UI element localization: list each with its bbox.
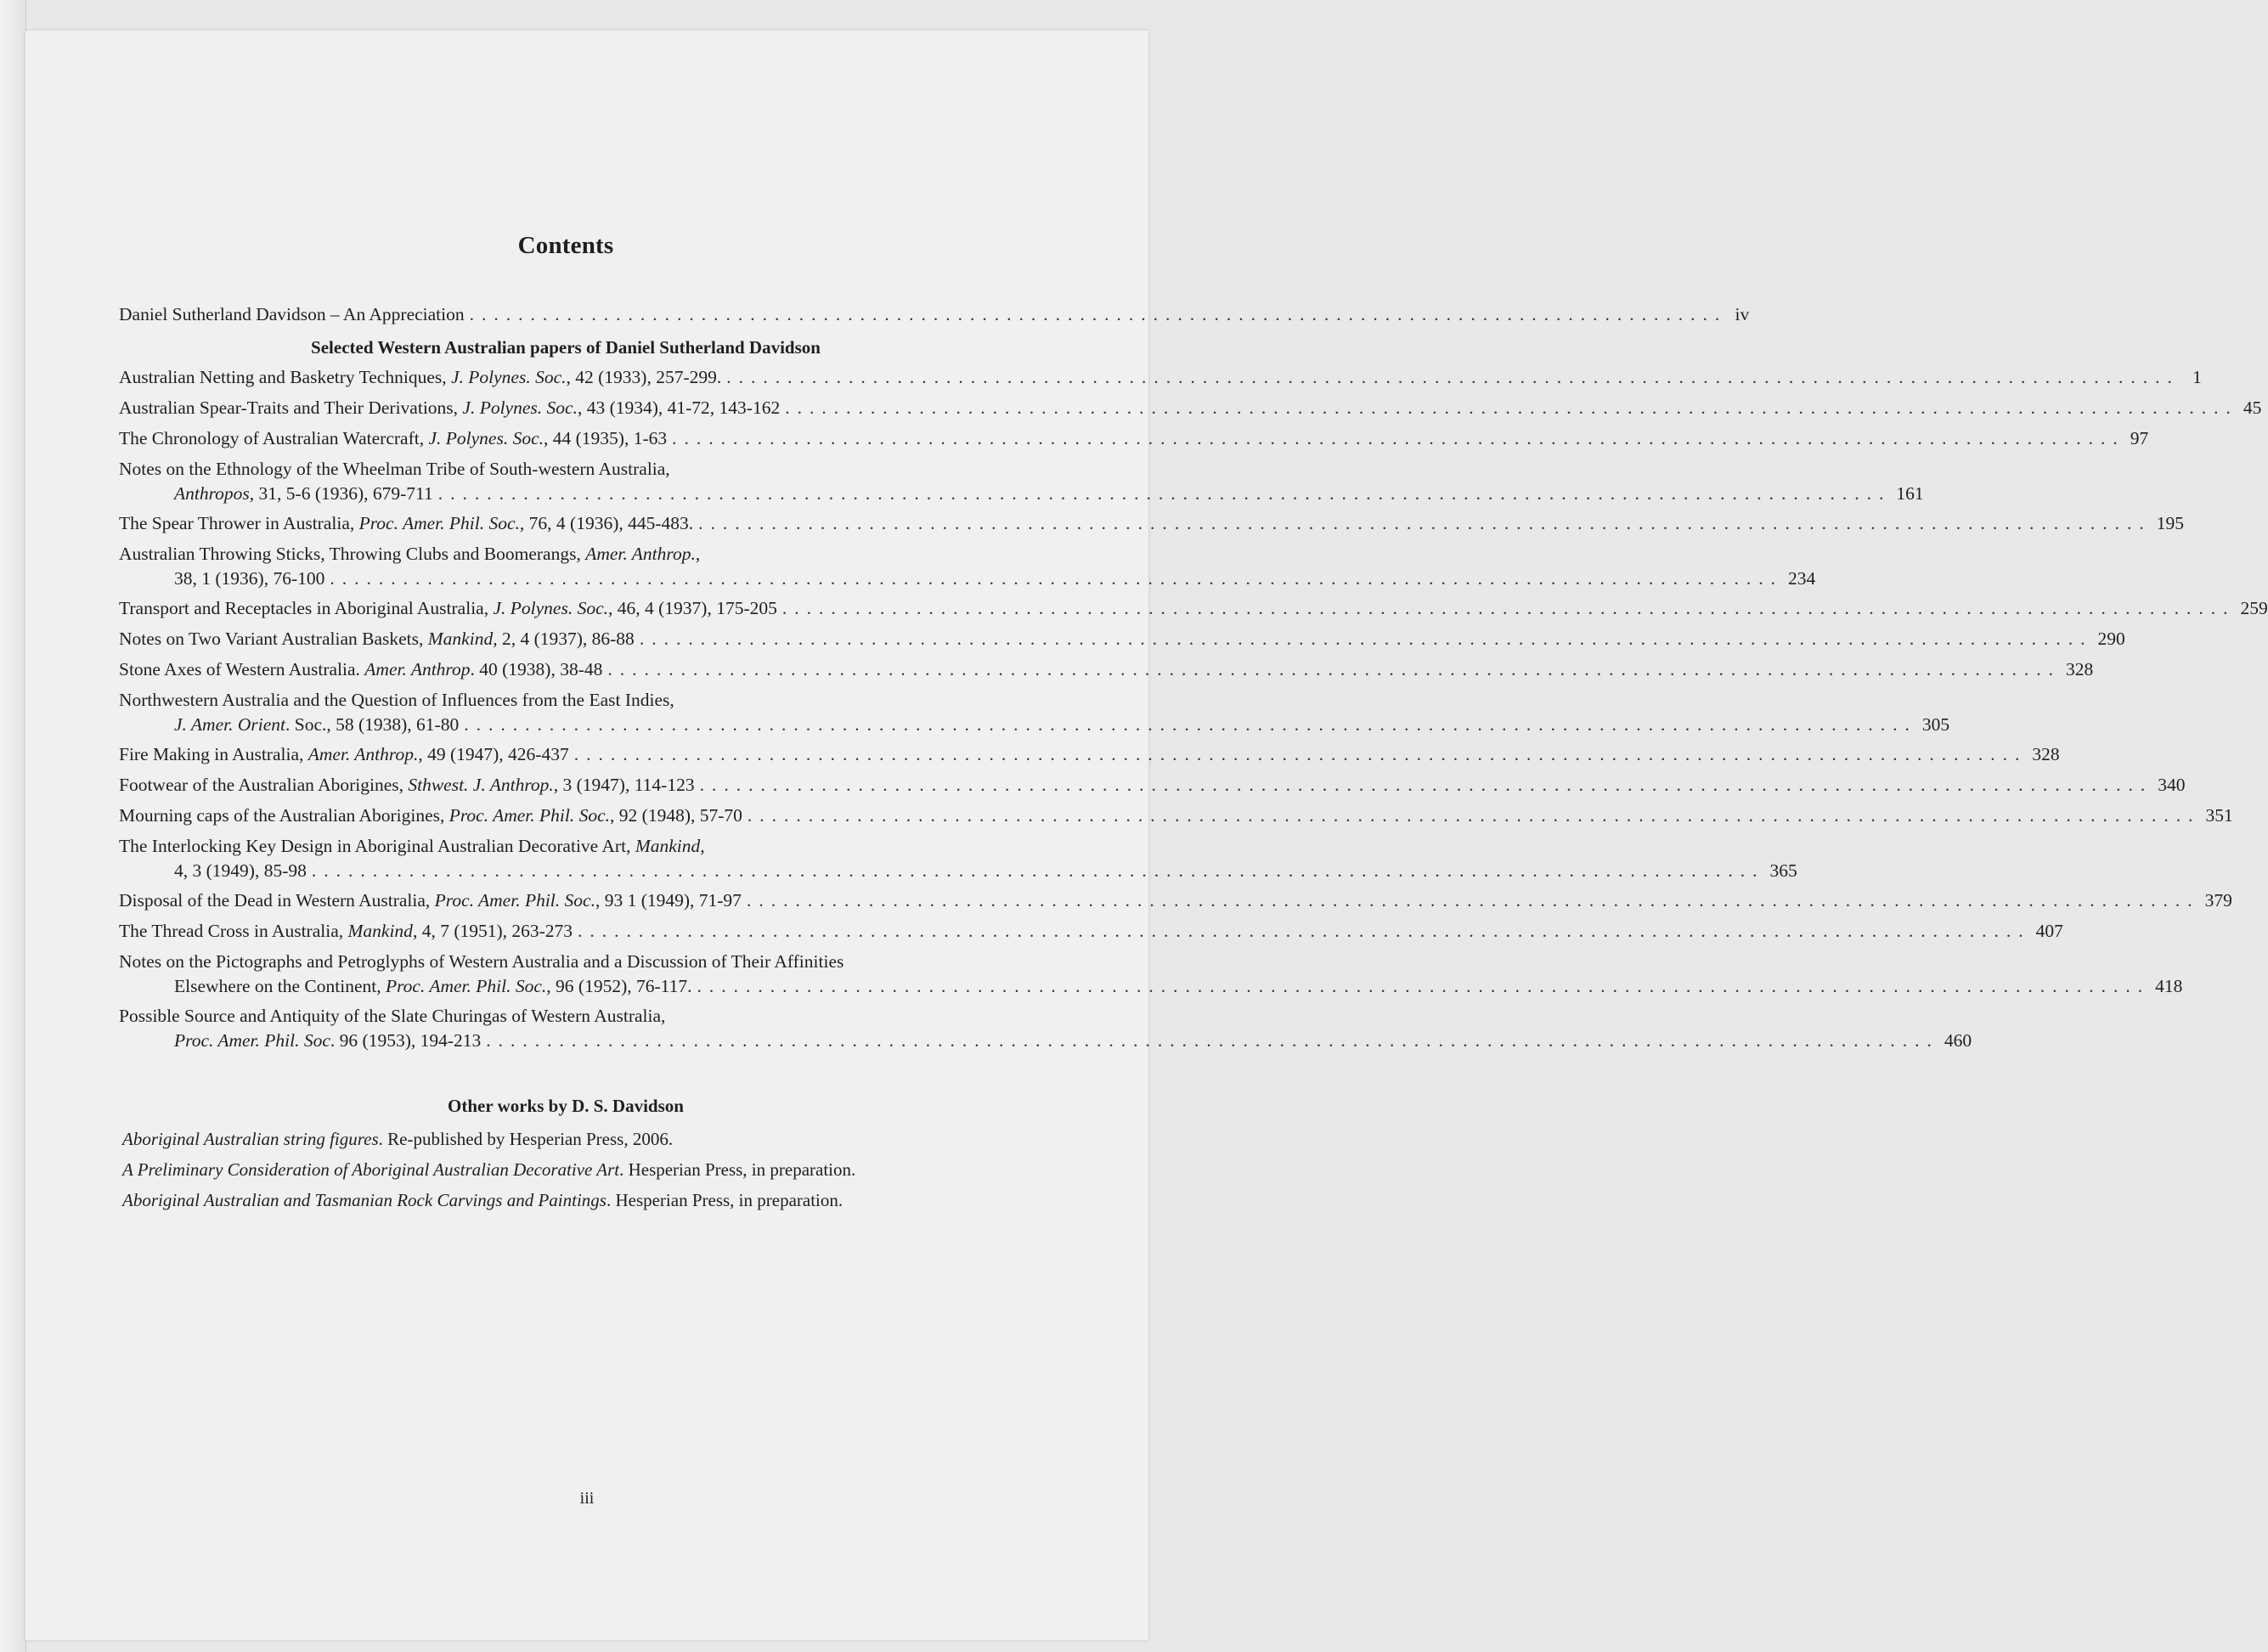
toc-journal: Sthwest. J. Anthrop. — [408, 775, 554, 795]
toc-journal: Proc. Amer. Phil. Soc. — [449, 805, 611, 826]
toc-line — [119, 457, 1013, 482]
toc-line-text — [119, 542, 700, 567]
toc-line — [119, 396, 2262, 420]
dot-leader: ....................................................................................................................... — [464, 714, 1917, 735]
toc-journal: J. Polynes. Soc. — [462, 397, 578, 418]
toc-entry — [119, 396, 2262, 420]
toc-page-number: 97 — [2130, 428, 2149, 448]
toc-entry-title: The Chronology of Australian Watercraft, — [119, 428, 429, 448]
toc-details: , 31, 5-6 (1936), 679-711 — [249, 483, 433, 504]
toc-page-number: 1 — [2192, 367, 2202, 387]
toc-line-text — [119, 834, 705, 859]
toc-entry-title: Australian Throwing Sticks, Throwing Clubs and Boomerangs, — [119, 544, 586, 564]
dot-leader: ....................................................................................................................... — [573, 744, 2028, 764]
toc-entry — [119, 950, 2183, 999]
dot-leader: ....................................................................................................................... — [330, 568, 1783, 589]
toc-entry — [119, 773, 2186, 798]
toc-entry — [119, 803, 2233, 828]
toc-line — [119, 950, 1013, 974]
toc-line — [119, 688, 1013, 713]
toc-line-text — [174, 482, 433, 506]
toc-list — [119, 365, 2268, 1053]
toc-page-number: 195 — [2156, 513, 2185, 533]
toc-entry-title: Notes on the Pictographs and Petroglyphs of Western Australia and a Discussion of Their Affinities — [119, 951, 844, 972]
dot-leader: ....................................................................................................................... — [672, 428, 2125, 448]
toc-line — [119, 482, 1924, 506]
toc-page-number: 234 — [1787, 568, 1816, 589]
dot-leader: ....................................................................................................................... — [781, 598, 2236, 618]
toc-line-text — [174, 1029, 481, 1053]
toc-journal: J. Amer. Orient — [174, 714, 285, 735]
toc-line — [119, 919, 2063, 944]
toc-journal: J. Polynes. Soc. — [428, 428, 544, 448]
toc-line — [119, 834, 1013, 859]
dot-leader: ....................................................................................................................... — [311, 860, 1765, 881]
previous-page-edge — [0, 0, 26, 1652]
toc-journal: Amer. Anthrop. — [307, 744, 419, 764]
toc-line — [119, 713, 1950, 737]
toc-entry-title: The Spear Thrower in Australia, — [119, 513, 359, 533]
toc-details: , 92 (1948), 57-70 — [610, 805, 742, 826]
dot-leader: ....................................................................................................... — [469, 304, 1728, 324]
toc-entry-title: Disposal of the Dead in Western Australia, — [119, 890, 435, 911]
toc-line — [119, 742, 2060, 767]
toc-entry-title: The Interlocking Key Design in Aboriginal Australian Decorative Art, — [119, 836, 635, 856]
other-work-item — [119, 1154, 1013, 1185]
page-number-folio: iii — [579, 1489, 595, 1508]
toc-entry — [119, 919, 2063, 944]
toc-details: , 46, 4 (1937), 175-205 — [608, 598, 777, 618]
other-work-note: . Hesperian Press, in preparation. — [619, 1159, 856, 1180]
toc-entry — [119, 596, 2268, 621]
toc-entry — [119, 511, 2185, 536]
toc-details: , — [695, 544, 701, 564]
toc-entry — [119, 888, 2232, 913]
toc-line-text — [174, 713, 459, 737]
toc-journal: Anthropos — [174, 483, 250, 504]
toc-page-number: 328 — [2066, 659, 2094, 679]
toc-page-number: 328 — [2032, 744, 2060, 764]
toc-line — [119, 974, 2183, 999]
toc-entry-title: Possible Source and Antiquity of the Slate Churingas of Western Australia, — [119, 1006, 666, 1026]
toc-entry-appreciation — [119, 302, 1750, 327]
toc-line-text — [119, 888, 742, 913]
dot-leader: ....................................................................................................................... — [578, 921, 2031, 941]
dot-leader: ....................................................................................................................... — [437, 483, 1892, 504]
toc-journal: Proc. Amer. Phil. Soc. — [385, 976, 547, 996]
dot-leader: ....................................................................................................................... — [747, 805, 2201, 826]
toc-line-text — [119, 365, 721, 390]
toc-entry-title: Footwear of the Australian Aborigines, — [119, 775, 409, 795]
toc-page-number: 259 — [2240, 598, 2268, 618]
toc-entry-title: Stone Axes of Western Australia. — [119, 659, 365, 679]
dot-leader: ....................................................................................................................... — [697, 976, 2151, 996]
toc-page-number: 460 — [1944, 1030, 1972, 1051]
toc-details: , 2, 4 (1937), 86-88 — [493, 629, 635, 649]
toc-line-text — [119, 596, 777, 621]
dot-leader: ....................................................................................................................... — [486, 1030, 1939, 1051]
toc-details: . 96 (1953), 194-213 — [330, 1030, 482, 1051]
other-work-title: Aboriginal Australian string figures — [122, 1129, 379, 1149]
toc-line-text — [119, 773, 695, 798]
toc-line — [119, 657, 2094, 682]
toc-page-number: 340 — [2158, 775, 2186, 795]
toc-line — [119, 542, 1013, 567]
toc-line — [119, 627, 2125, 651]
toc-details: , 49 (1947), 426-437 — [418, 744, 569, 764]
other-work-note: . Hesperian Press, in preparation. — [606, 1190, 843, 1210]
toc-page-number: 45 — [2243, 397, 2262, 418]
toc-line-text — [119, 426, 667, 451]
book-page — [25, 31, 2268, 1640]
toc-entry-title: Transport and Receptacles in Aboriginal Australia, — [119, 598, 494, 618]
toc-entry-title: Daniel Sutherland Davidson – An Appreciation — [119, 304, 465, 324]
toc-entry — [119, 426, 2149, 451]
toc-journal: J. Polynes. Soc. — [493, 598, 608, 618]
section-heading: Selected Western Australian papers of Daniel Sutherland Davidson — [311, 337, 821, 358]
toc-entry — [119, 365, 2202, 390]
other-work-item — [119, 1185, 1013, 1215]
toc-entry — [119, 457, 1924, 506]
toc-journal: Proc. Amer. Phil. Soc. — [434, 890, 595, 911]
toc-line — [119, 511, 2185, 536]
toc-journal: Mankind — [635, 836, 701, 856]
toc-line — [119, 567, 1816, 591]
toc-line — [119, 888, 2232, 913]
toc-title-continued: Elsewhere on the Continent, — [174, 976, 386, 996]
toc-line-text — [119, 657, 602, 682]
toc-entry — [119, 742, 2060, 767]
toc-entry-title: Mourning caps of the Australian Aborigines, — [119, 805, 449, 826]
toc-page-number: 290 — [2097, 629, 2125, 649]
dot-leader: ....................................................................................................................... — [785, 397, 2238, 418]
toc-details: , 93 1 (1949), 71-97 — [595, 890, 742, 911]
toc-details: . 40 (1938), 38-48 — [470, 659, 603, 679]
toc-line-text — [119, 627, 635, 651]
other-work-note: . Re-published by Hesperian Press, 2006. — [378, 1129, 674, 1149]
toc-entry — [119, 627, 2125, 651]
toc-entry-title: The Thread Cross in Australia, — [119, 921, 348, 941]
toc-line-text — [119, 742, 569, 767]
toc-page-number: 418 — [2155, 976, 2183, 996]
other-work-item — [119, 1124, 1013, 1154]
toc-details: , 4, 7 (1951), 263-273 — [412, 921, 573, 941]
toc-journal: Mankind — [347, 921, 413, 941]
toc-details: , 76, 4 (1936), 445-483. — [519, 513, 694, 533]
toc-entry — [119, 657, 2094, 682]
toc-entry-title: Notes on the Ethnology of the Wheelman Tribe of South-western Australia, — [119, 459, 670, 479]
toc-page-number: 407 — [2035, 921, 2063, 941]
toc-details: . Soc., 58 (1938), 61-80 — [285, 714, 460, 735]
toc-details: , 96 (1952), 76-117. — [546, 976, 692, 996]
dot-leader: ....................................................................................................................... — [746, 890, 2200, 911]
toc-entry-title: Northwestern Australia and the Question of Influences from the East Indies, — [119, 690, 674, 710]
toc-entry — [119, 542, 1816, 591]
toc-page-number: 379 — [2204, 890, 2232, 911]
toc-page-number: 305 — [1921, 714, 1950, 735]
toc-page-number: 351 — [2205, 805, 2233, 826]
toc-line — [119, 1029, 1972, 1053]
toc-details: , 42 (1933), 257-299. — [566, 367, 722, 387]
dot-leader: ....................................................................................................................... — [698, 513, 2152, 533]
other-works-heading: Other works by D. S. Davidson — [448, 1096, 684, 1116]
other-work-title: A Preliminary Consideration of Aboriginal Australian Decorative Art — [122, 1159, 620, 1180]
toc-entry — [119, 1004, 1972, 1053]
toc-details: , — [700, 836, 705, 856]
page-title: Contents — [517, 232, 614, 259]
toc-entry — [119, 834, 1797, 883]
toc-journal: Mankind — [427, 629, 494, 649]
dot-leader: ....................................................................................................................... — [639, 629, 2093, 649]
toc-details-continued: 4, 3 (1949), 85-98 — [174, 860, 307, 881]
other-work-title: Aboriginal Australian and Tasmanian Rock Carvings and Paintings — [122, 1190, 606, 1210]
other-works-list — [119, 1124, 1013, 1215]
toc-line — [119, 773, 2186, 798]
toc-journal: Amer. Anthrop — [364, 659, 471, 679]
toc-line — [119, 859, 1797, 883]
toc-line-text — [119, 919, 573, 944]
contents-block — [119, 232, 2268, 1215]
toc-page-number: iv — [1735, 304, 1750, 324]
toc-entry-title: Australian Netting and Basketry Techniques, — [119, 367, 451, 387]
toc-page-number: 161 — [1896, 483, 1924, 504]
dot-leader: ....................................................................................................................... — [699, 775, 2153, 795]
toc-entry — [119, 688, 1950, 737]
toc-page-number: 365 — [1769, 860, 1797, 881]
toc-entry-title: Notes on Two Variant Australian Baskets, — [119, 629, 428, 649]
toc-details: , 44 (1935), 1-63 — [544, 428, 668, 448]
toc-line — [119, 1004, 1013, 1029]
toc-journal: J. Polynes. Soc. — [450, 367, 567, 387]
toc-line-text — [119, 396, 780, 420]
toc-entry-title: Australian Spear-Traits and Their Derivations, — [119, 397, 463, 418]
toc-details-continued: 38, 1 (1936), 76-100 — [174, 568, 325, 589]
toc-details: , 43 (1934), 41-72, 143-162 — [577, 397, 781, 418]
toc-journal: Proc. Amer. Phil. Soc — [174, 1030, 330, 1051]
toc-line-text — [119, 511, 693, 536]
toc-details: , 3 (1947), 114-123 — [553, 775, 695, 795]
dot-leader: ....................................................................................................................... — [607, 659, 2061, 679]
toc-entry-title: Fire Making in Australia, — [119, 744, 308, 764]
toc-line-text — [119, 803, 742, 828]
dot-leader: ....................................................................................................................... — [726, 367, 2180, 387]
toc-line — [119, 596, 2268, 621]
toc-line — [119, 365, 2202, 390]
toc-line — [119, 803, 2233, 828]
toc-journal: Proc. Amer. Phil. Soc. — [358, 513, 520, 533]
toc-line-text — [174, 974, 691, 999]
toc-journal: Amer. Anthrop. — [585, 544, 696, 564]
toc-line — [119, 426, 2149, 451]
